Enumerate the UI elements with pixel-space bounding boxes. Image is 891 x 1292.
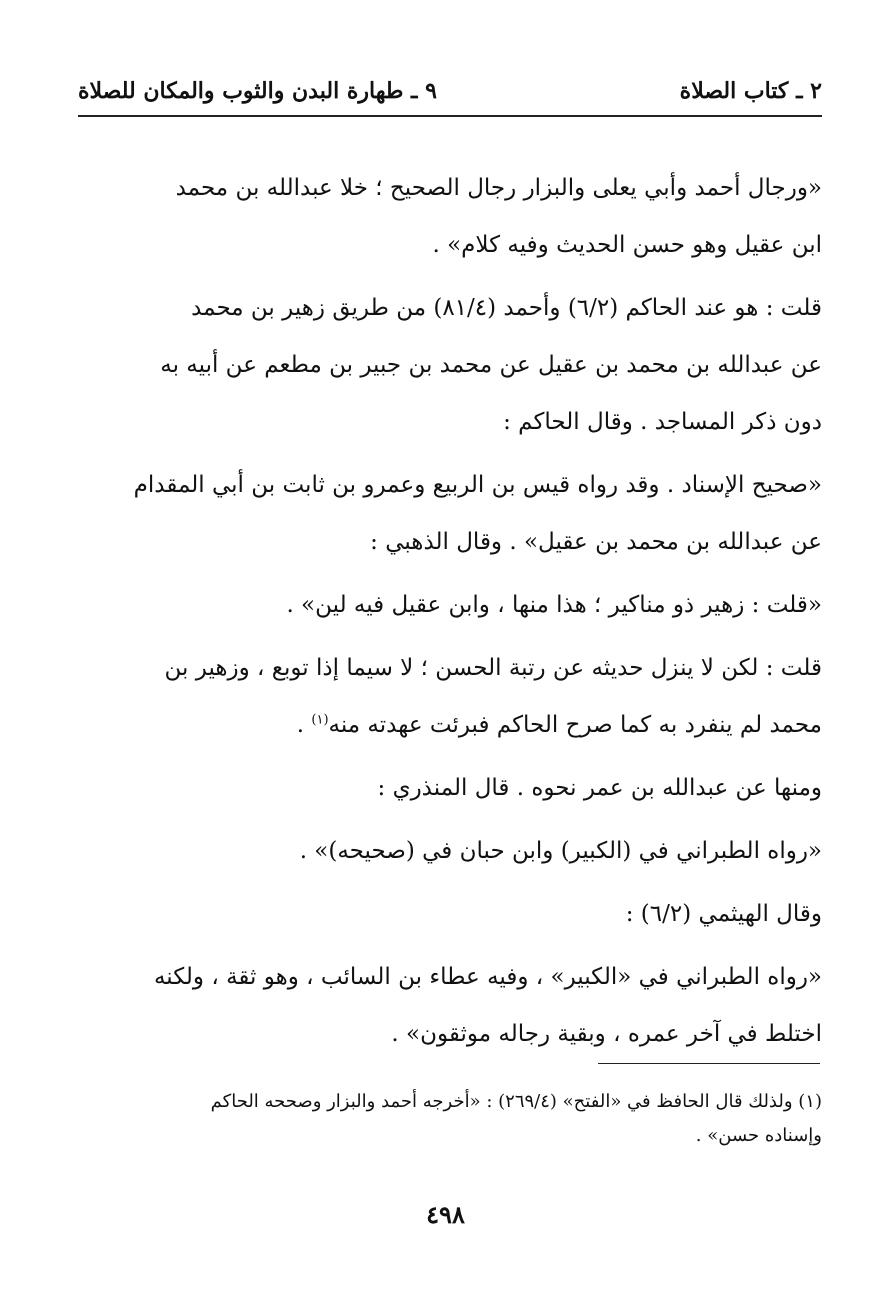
- text-line: ومنها عن عبدالله بن عمر نحوه . قال المنذري :: [377, 775, 822, 801]
- text-line: ابن عقيل وهو حسن الحديث وفيه كلام» .: [432, 232, 822, 258]
- header-divider: [78, 115, 822, 117]
- running-header: [78, 78, 822, 114]
- footnote-line: وإسناده حسن» .: [695, 1125, 822, 1146]
- text-line: «رواه الطبراني في «الكبير» ، وفيه عطاء بن السائب ، وهو ثقة ، ولكنه: [153, 964, 822, 990]
- text-line: وقال الهيثمي (٦/٢) :: [625, 901, 822, 927]
- text-line: قلت : هو عند الحاكم (٦/٢) وأحمد (٨١/٤) من طريق زهير بن محمد: [191, 295, 822, 321]
- paragraph-3: [78, 457, 822, 571]
- paragraph-1: [78, 160, 822, 274]
- text-fragment: .: [296, 712, 312, 738]
- paragraph-7: [78, 823, 822, 880]
- page-number: ٤٩٨: [426, 1200, 465, 1229]
- text-fragment: محمد لم ينفرد به كما صرح الحاكم فبرئت عهدته منه: [328, 712, 822, 738]
- text-line-with-footnote: [78, 697, 822, 754]
- text-line: «صحيح الإسناد . وقد رواه قيس بن الربيع وعمرو بن ثابت بن أبي المقدام: [133, 472, 822, 498]
- text-line: قلت : لكن لا ينزل حديثه عن رتبة الحسن ؛ لا سيما إذا توبع ، وزهير بن: [164, 655, 822, 681]
- paragraph-8: [78, 886, 822, 943]
- paragraph-6: [78, 760, 822, 817]
- text-line: «ورجال أحمد وأبي يعلى والبزار رجال الصحيح ؛ خلا عبدالله بن محمد: [175, 175, 822, 201]
- text-line: عن عبدالله بن محمد بن عقيل» . وقال الذهبي :: [370, 529, 822, 555]
- text-line: عن عبدالله بن محمد بن عقيل عن محمد بن جبير بن مطعم عن أبيه به: [160, 352, 822, 378]
- section-title: ٩ ـ طهارة البدن والثوب والمكان للصلاة: [78, 78, 437, 104]
- footnote-reference[interactable]: (١): [311, 712, 329, 728]
- paragraph-4: [78, 577, 822, 634]
- main-text: [78, 160, 822, 1069]
- text-line: «قلت : زهير ذو مناكير ؛ هذا منها ، وابن عقيل فيه لين» .: [286, 592, 822, 618]
- text-line: دون ذكر المساجد . وقال الحاكم :: [503, 409, 822, 435]
- footnote: [78, 1085, 822, 1153]
- chapter-title: ٢ ـ كتاب الصلاة: [679, 78, 822, 104]
- text-line: «رواه الطبراني في (الكبير) وابن حبان في (صحيحه)» .: [299, 838, 822, 864]
- paragraph-9: [78, 949, 822, 1063]
- paragraph-2: [78, 280, 822, 451]
- text-line: اختلط في آخر عمره ، وبقية رجاله موثقون» .: [391, 1021, 822, 1047]
- footnote-line: (١) ولذلك قال الحافظ في «الفتح» (٢٦٩/٤) : «أخرجه أحمد والبزار وصححه الحاكم: [210, 1091, 822, 1112]
- footnote-divider: [598, 1063, 820, 1064]
- paragraph-5: [78, 640, 822, 754]
